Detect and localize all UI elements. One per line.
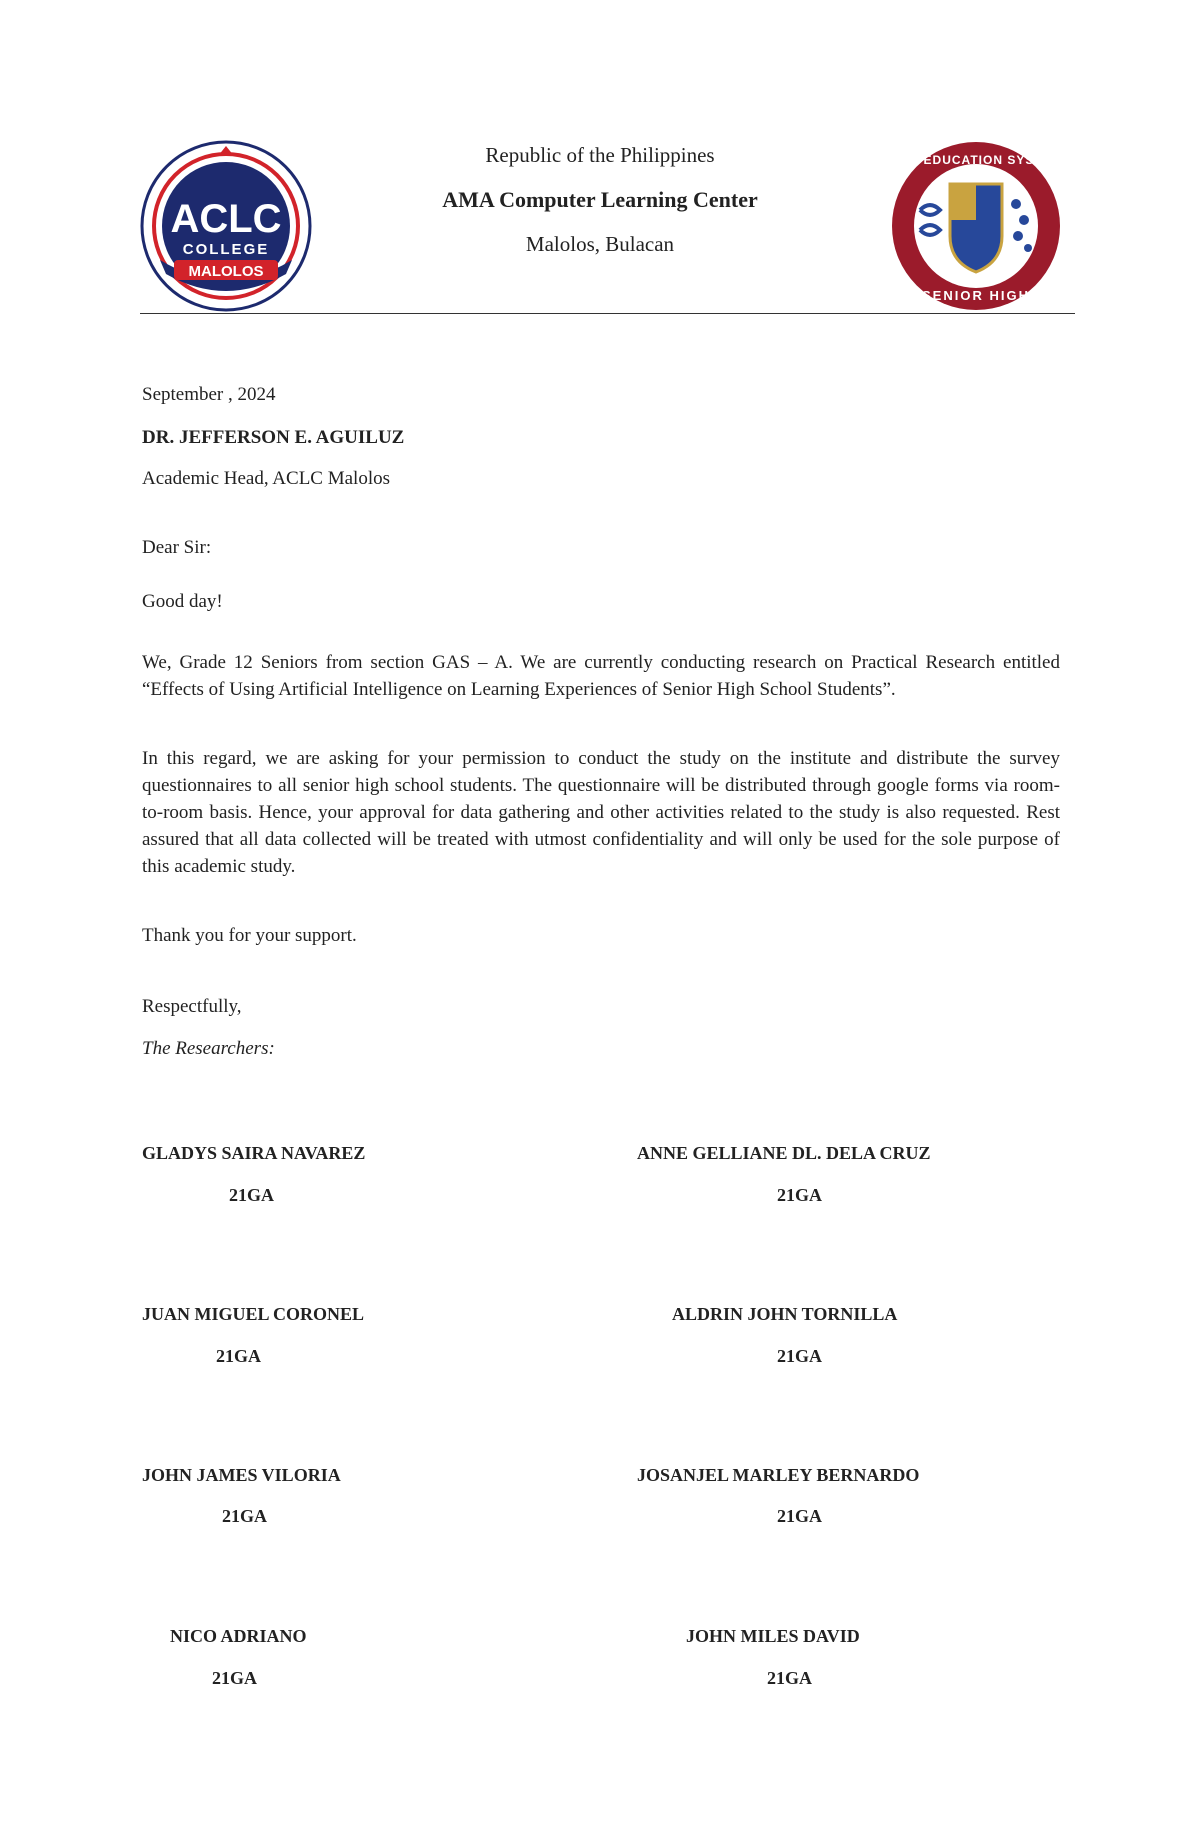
researcher-name: JOSANJEL MARLEY BERNARDO — [637, 1465, 920, 1485]
header-institution: AMA Computer Learning Center — [442, 187, 758, 212]
researcher-name: JUAN MIGUEL CORONEL — [142, 1304, 365, 1324]
researcher-section: 21GA — [212, 1668, 257, 1688]
researcher-section: 21GA — [777, 1185, 822, 1205]
svg-text:MALOLOS: MALOLOS — [188, 263, 264, 280]
thanks-line: Thank you for your support. — [142, 925, 357, 946]
researcher-section: 21GA — [777, 1346, 822, 1366]
svg-text:AMA EDUCATION SYSTEM: AMA EDUCATION SYSTEM — [890, 153, 1062, 167]
researcher-name: GLADYS SAIRA NAVAREZ — [142, 1143, 366, 1163]
researcher-section: 21GA — [777, 1506, 822, 1526]
researcher-section: 21GA — [222, 1506, 267, 1526]
svg-text:COLLEGE: COLLEGE — [182, 241, 270, 258]
header-divider — [140, 313, 1075, 314]
researcher-name: ALDRIN JOHN TORNILLA — [672, 1304, 898, 1324]
salutation: Dear Sir: — [142, 537, 212, 558]
researcher-name: ANNE GELLIANE DL. DELA CRUZ — [637, 1143, 931, 1163]
svg-text:SENIOR HIGH: SENIOR HIGH — [922, 288, 1030, 303]
researcher-name: NICO ADRIANO — [170, 1626, 307, 1646]
researcher-section: 21GA — [229, 1185, 274, 1205]
ama-education-system-senior-high-logo — [890, 140, 1062, 312]
closing: Respectfully, — [142, 996, 242, 1017]
recipient-name: DR. JEFFERSON E. AGUILUZ — [142, 427, 405, 448]
header-republic: Republic of the Philippines — [485, 143, 715, 167]
letter-date: September , 2024 — [142, 384, 276, 405]
researcher-name: JOHN JAMES VILORIA — [142, 1465, 341, 1485]
header-location: Malolos, Bulacan — [525, 232, 675, 256]
greeting: Good day! — [142, 591, 223, 612]
researcher-section: 21GA — [216, 1346, 261, 1366]
researcher-name: JOHN MILES DAVID — [686, 1626, 860, 1646]
body-paragraph-2: In this regard, we are asking for your permission to conduct the study on the institute and distribute the survey questionnaires to all senior high school students. The questionnaire will be distributed through google forms via room-to-room basis. Hence, your approval for data gathering and other activities related to the study is also requested. Rest assured that all data collected will be treated with utmost confidentiality and will only be used for the sole purpose of this academic study. — [142, 748, 1060, 877]
researcher-section: 21GA — [767, 1668, 812, 1688]
signatory-label: The Researchers: — [142, 1038, 275, 1059]
recipient-title: Academic Head, ACLC Malolos — [142, 468, 391, 489]
body-paragraph-1: We, Grade 12 Seniors from section GAS – A. We are currently conducting research on Practical Research entitled “Effects of Using Artificial Intelligence on Learning Experiences of Senior High School Students”. — [142, 652, 1060, 700]
svg-text:ACLC: ACLC — [170, 197, 282, 241]
